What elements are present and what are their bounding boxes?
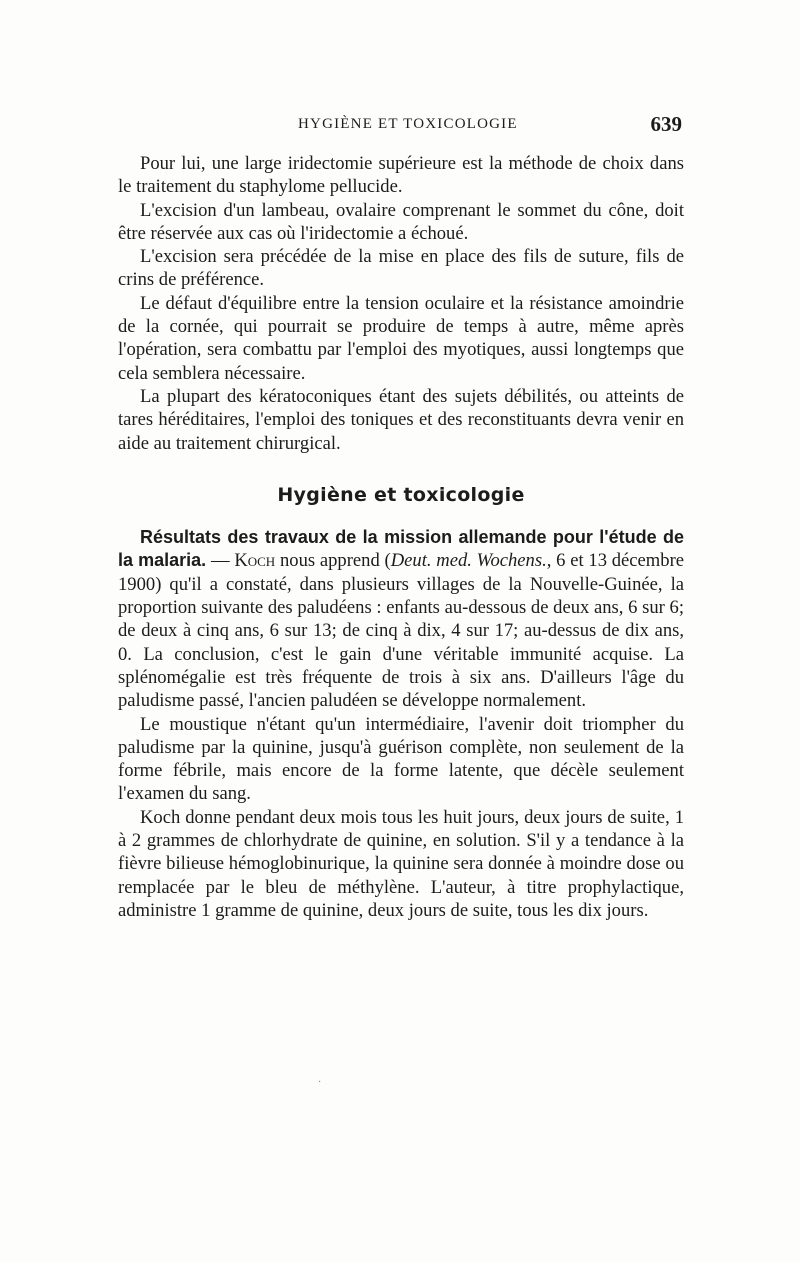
lead-dash: — bbox=[206, 550, 235, 572]
lead-text: nous apprend ( bbox=[275, 550, 391, 572]
paragraph: Koch donne pendant deux mois tous les huit jours, deux jours de suite, 1 à 2 grammes de chlorhydrate de quinine, en solution. S'il y a tendance à la fièvre bilieuse hémoglobinurique, la quinine sera donnée à moindre dose ou remplacée par le bleu de méthylène. L'auteur, à titre prophylactique, administre 1 gramme de quinine, deux jours de suite, tous les dix jours. bbox=[118, 806, 684, 921]
page-header bbox=[118, 112, 684, 142]
running-head: HYGIÈNE ET TOXICOLOGIE bbox=[298, 116, 518, 132]
paragraph: Le moustique n'étant qu'un intermédiaire, l'avenir doit triompher du paludisme par la quinine, jusqu'à guérison complète, non seulement de la forme fébrile, mais encore de la forme latente, que décèle seulement l'examen du sang. bbox=[118, 713, 684, 805]
body-text bbox=[118, 152, 684, 922]
section-title: Hygiène et toxicologie bbox=[277, 483, 525, 506]
lead-paragraph bbox=[118, 526, 684, 712]
paragraph: L'excision d'un lambeau, ovalaire comprenant le sommet du cône, doit être réservée aux cas où l'iridectomie a échoué. bbox=[118, 199, 684, 244]
paragraph: Le défaut d'équilibre entre la tension oculaire et la résistance amoindrie de la cornée, qui pourrait se produire de temps à autre, même après l'opération, sera combattu par l'emploi des myotiques, aussi longtemps que cela semblera nécessaire. bbox=[118, 292, 684, 384]
article-title: Résultats des travaux de la mission allemande pour l'étude de la malaria. bbox=[118, 527, 684, 571]
source-journal: Deut. med. Wochens. bbox=[390, 550, 547, 572]
page-number: 639 bbox=[650, 112, 682, 136]
lead-text-continued: , 6 et 13 décembre 1900) qu'il a constaté, dans plusieurs villages de la Nouvelle-Guinée, la proportion suivante des paludéens : enfants au-dessous de deux ans, 6 sur 6; de deux à cinq ans, 6 sur 13; de cinq à dix, 4 sur 17; au-dessus de dix ans, 0. La conclusion, c'est le gain d'une véritable immunité acquise. La splénomégalie est très fréquente de trois à six ans. D'ailleurs l'âge du paludisme passé, l'ancien paludéen se développe normalement. bbox=[118, 550, 685, 712]
paragraph: La plupart des kératoconiques étant des sujets débilités, ou atteints de tares héréditaires, l'emploi des toniques et des reconstituants devra venir en aide au traitement chirurgical. bbox=[118, 385, 684, 454]
author-name: Koch bbox=[234, 550, 276, 572]
print-speck: · bbox=[318, 1077, 322, 1088]
paragraph: L'excision sera précédée de la mise en place des fils de suture, fils de crins de préférence. bbox=[118, 246, 684, 291]
paragraph: Pour lui, une large iridectomie supérieure est la méthode de choix dans le traitement du staphylome pellucide. bbox=[118, 153, 684, 198]
